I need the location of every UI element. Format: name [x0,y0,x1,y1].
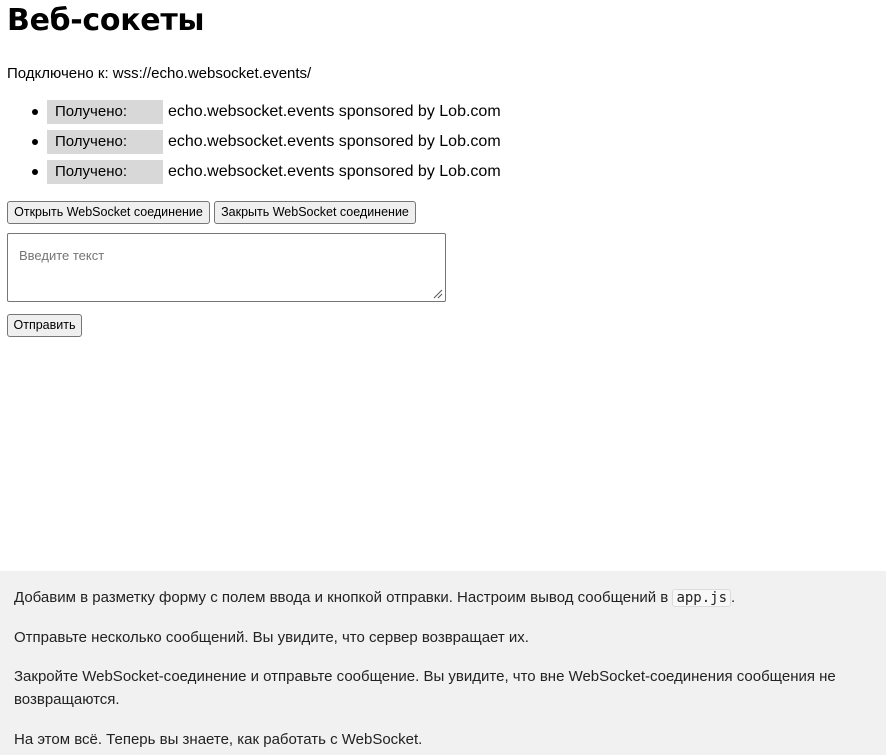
message-text: echo.websocket.events sponsored by Lob.com [168,133,501,150]
open-connection-button[interactable]: Открыть WebSocket соединение [7,201,210,224]
message-text: echo.websocket.events sponsored by Lob.com [168,103,501,120]
list-item [0,127,520,157]
close-connection-button[interactable]: Закрыть WebSocket соединение [214,201,416,224]
filename-code: app.js [672,589,731,607]
instructions-panel [0,571,886,755]
bullet-icon [32,139,38,145]
instruction-paragraph [14,586,874,610]
message-list [0,97,520,187]
message-input[interactable] [7,233,446,302]
message-text: echo.websocket.events sponsored by Lob.com [168,163,501,180]
send-button[interactable]: Отправить [7,314,82,337]
page-title: Веб-сокеты [7,3,205,38]
instruction-paragraph: На этом всё. Теперь вы знаете, как работать с WebSocket. [14,731,423,748]
instruction-paragraph: Отправьте несколько сообщений. Вы увидите, что сервер возвращает их. [14,629,529,646]
received-tag: Получено: [47,130,163,154]
list-item [0,157,520,187]
received-tag: Получено: [47,160,163,184]
bullet-icon [32,109,38,115]
instruction-paragraph: Закройте WebSocket-соединение и отправьте сообщение. Вы увидите, что вне WebSocket-соединения сообщения не возвращаются. [14,668,836,708]
received-tag: Получено: [47,100,163,124]
resize-handle-icon[interactable] [431,287,443,299]
bullet-icon [32,169,38,175]
message-input-placeholder: Введите текст [19,248,105,263]
list-item [0,97,520,127]
instruction-text: . [731,589,736,606]
instruction-text: Добавим в разметку форму с полем ввода и кнопкой отправки. Настроим вывод сообщений в [14,589,669,606]
connection-status: Подключено к: wss://echo.websocket.events/ [7,65,312,82]
